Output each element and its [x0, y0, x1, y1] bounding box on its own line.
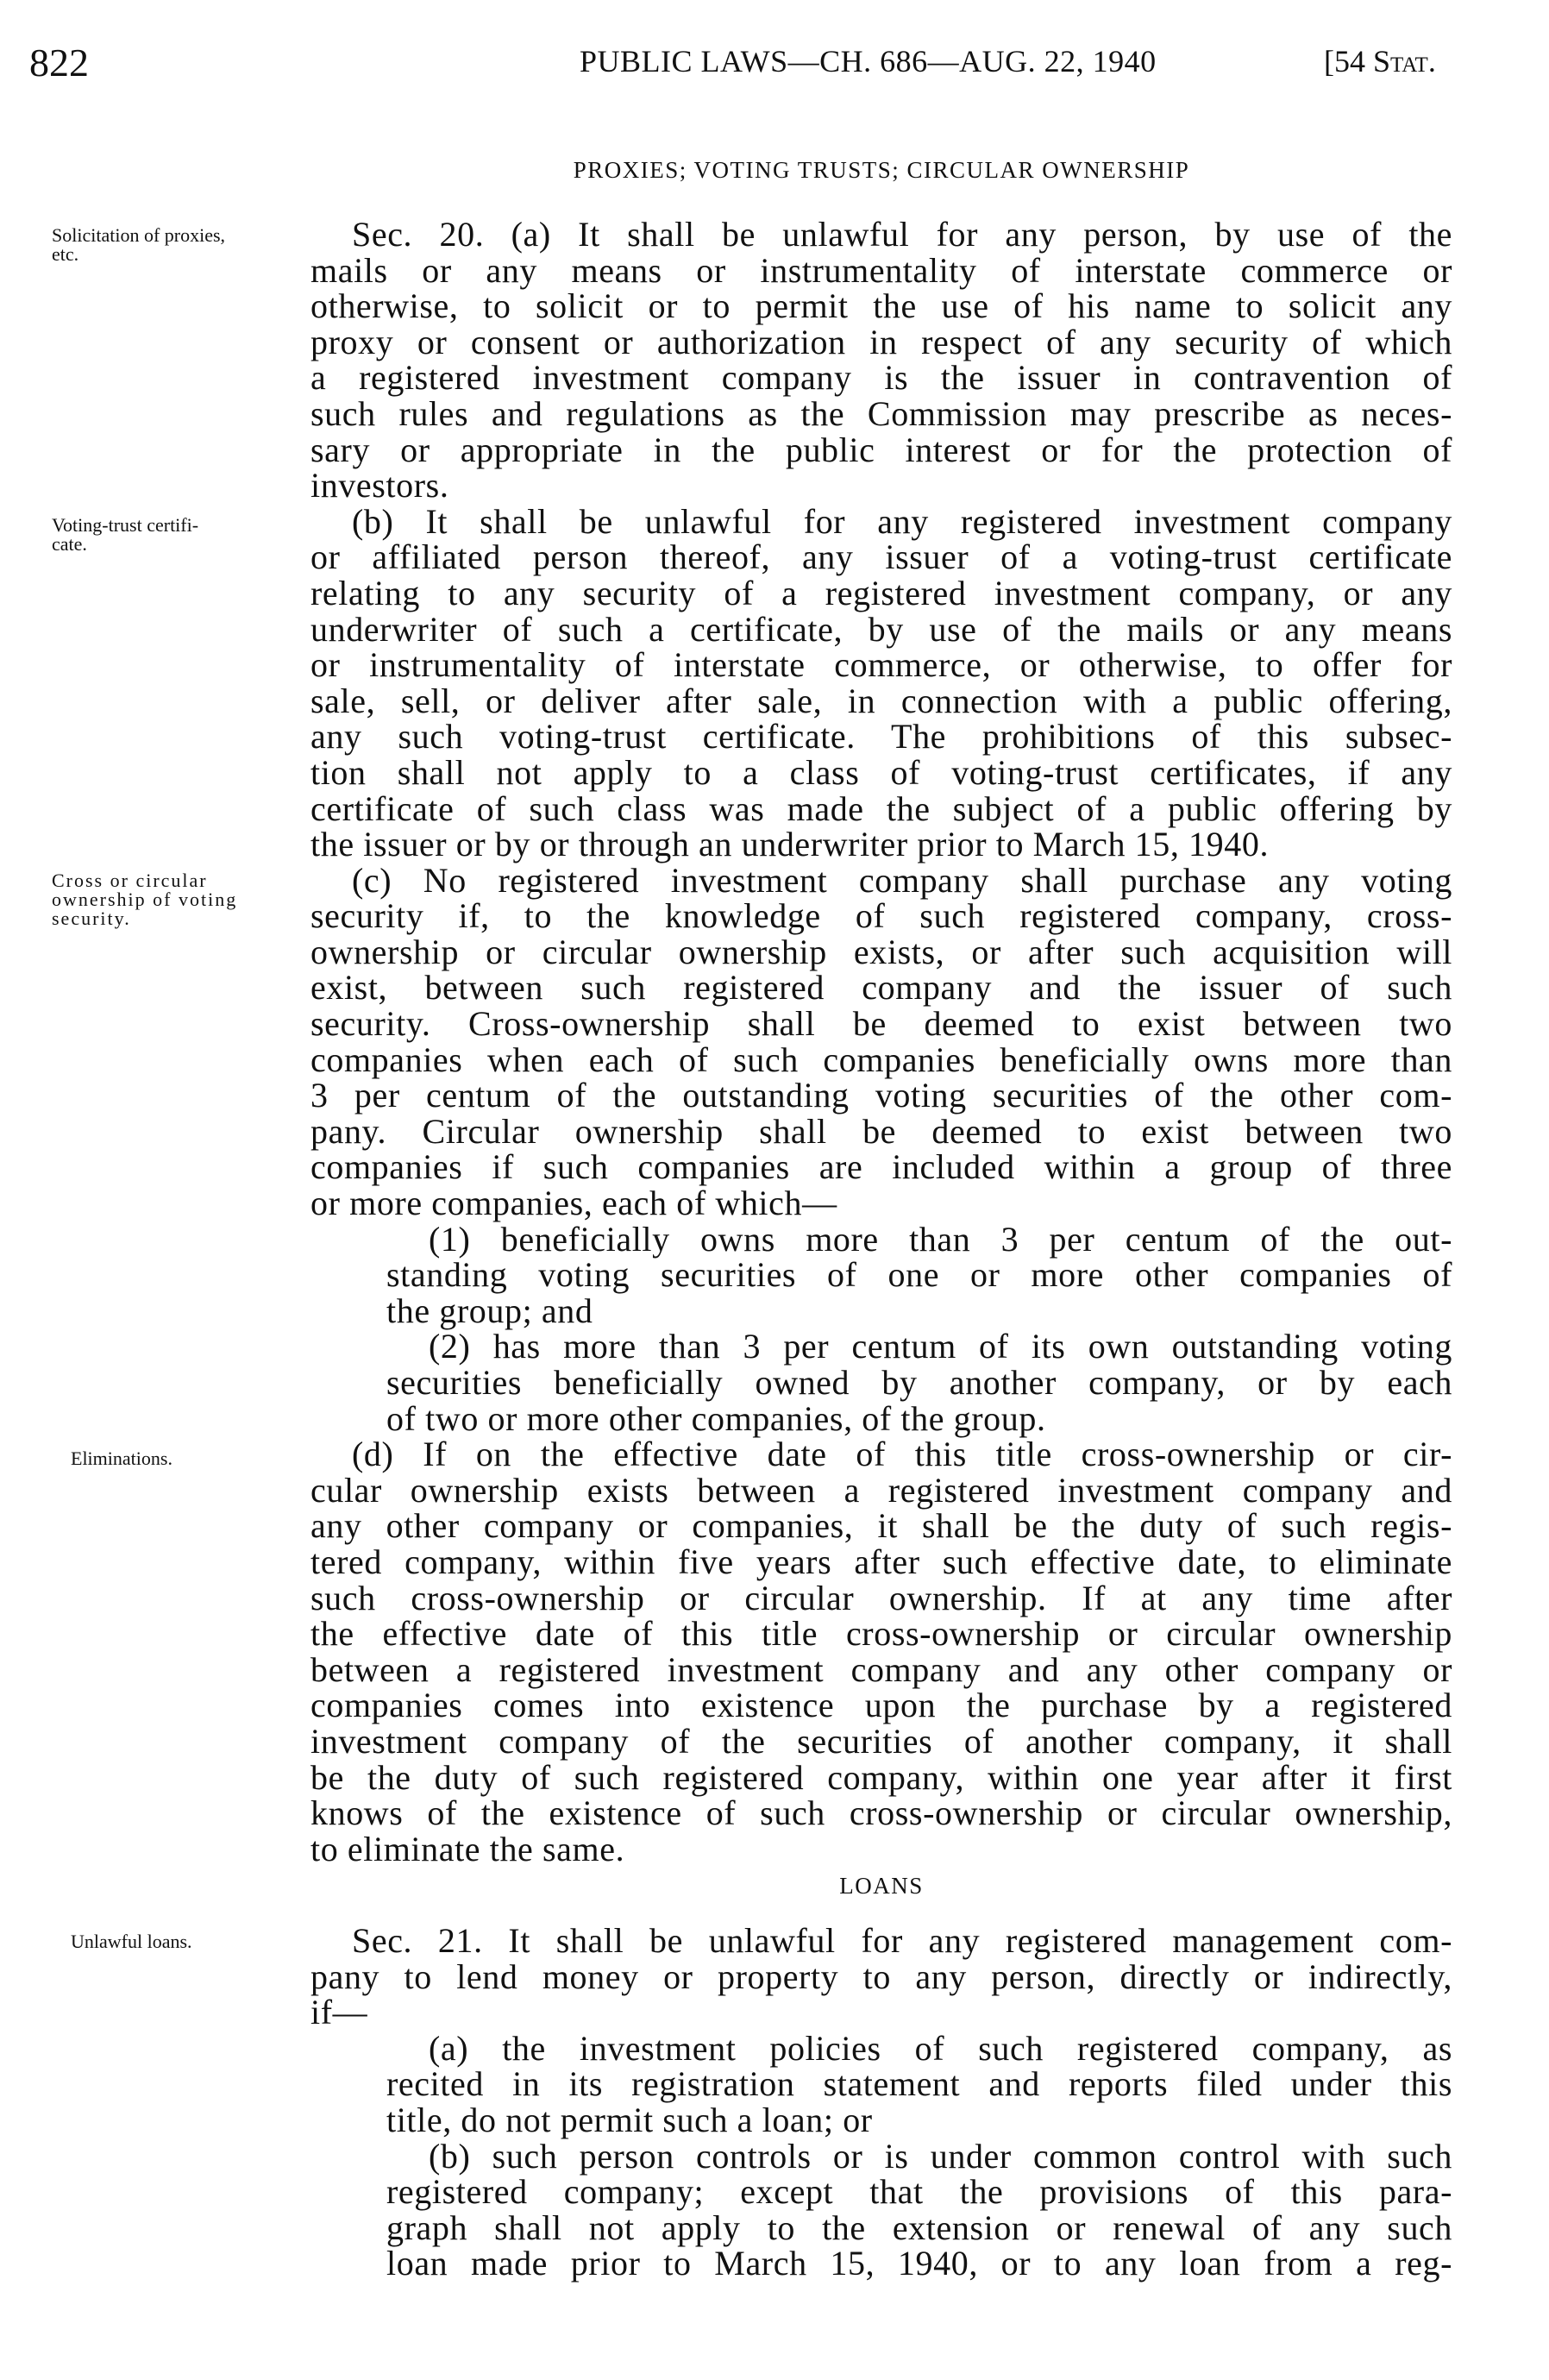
text-line: the group; and — [386, 1290, 593, 1330]
text-line: or more companies, each of which— — [310, 1184, 837, 1223]
text-line: sale, sell, or deliver after sale, in connection with a public offering, — [310, 681, 1452, 720]
text-line: tion shall not apply to a class of voting-trust certificates, if any — [310, 752, 1452, 792]
text-line: companies if such companies are included within a group of three — [310, 1147, 1452, 1187]
margin-note-line: Unlawful loans. — [71, 1931, 192, 1952]
text-line: 3 per centum of the outstanding voting securities of the other com- — [310, 1076, 1452, 1115]
margin-note-line: cate. — [52, 533, 87, 555]
margin-note-line: Voting-trust certifi- — [52, 514, 199, 536]
paragraph — [310, 217, 1452, 504]
margin-note-line: ownership of voting — [52, 889, 238, 910]
text-line: sary or appropriate in the public interest or for the protection of — [310, 430, 1452, 469]
text-line: proxy or consent or authorization in respect of any security of which — [310, 322, 1452, 361]
text-line: such rules and regulations as the Commission may prescribe as neces- — [310, 393, 1452, 433]
paragraph — [310, 860, 1452, 1223]
text-line: or affiliated person thereof, any issuer of a voting-trust certificate — [310, 537, 1452, 577]
text-line: ownership or circular ownership exists, or after such acquisition will — [310, 932, 1452, 971]
text-line: relating to any security of a registered investment company, or any — [310, 573, 1452, 612]
text-line: (2) has more than 3 per centum of its own outstanding voting — [429, 1327, 1452, 1366]
margin-note-voting-trust — [52, 516, 285, 554]
section-21-text — [310, 1923, 1452, 2282]
text-line: Sec. 21. It shall be unlawful for any registered management com- — [352, 1921, 1452, 1960]
text-line: standing voting securities of one or more other companies of — [386, 1255, 1452, 1295]
margin-note-line: Eliminations. — [71, 1447, 172, 1469]
margin-note-eliminations — [71, 1449, 304, 1468]
text-line: investors. — [310, 466, 449, 506]
text-line: of two or more other companies, of the group. — [386, 1398, 1046, 1438]
text-line: (1) beneficially owns more than 3 per centum of the out- — [429, 1219, 1452, 1259]
subparagraph — [310, 1221, 1452, 1329]
section-20-text — [310, 217, 1452, 1867]
paragraph — [310, 501, 1452, 864]
text-line: recited in its registration statement and reports filed under this — [386, 2064, 1452, 2104]
text-line: (b) such person controls or is under common control with such — [429, 2136, 1452, 2176]
margin-note-unlawful-loans — [71, 1932, 304, 1951]
paragraph — [310, 1436, 1452, 1867]
text-line: cular ownership exists between a registered investment company and — [310, 1470, 1452, 1510]
text-line: or instrumentality of interstate commerce, or otherwise, to offer for — [310, 645, 1452, 685]
section-heading-proxies: PROXIES; VOTING TRUSTS; CIRCULAR OWNERSHIP — [573, 157, 1190, 183]
text-line: any such voting-trust certificate. The prohibitions of this subsec- — [310, 717, 1452, 757]
subparagraph — [310, 1328, 1452, 1436]
margin-note-solicitation — [52, 226, 285, 264]
text-line: knows of the existence of such cross-ownership or circular ownership, — [310, 1793, 1452, 1833]
page-number: 822 — [29, 41, 89, 85]
margin-note-line: security. — [52, 907, 131, 929]
text-line: such cross-ownership or circular ownership. If at any time after — [310, 1578, 1452, 1617]
margin-note-line: Cross or circular — [52, 870, 208, 891]
text-line: a registered investment company is the issuer in contravention of — [310, 358, 1452, 398]
text-line: security. Cross-ownership shall be deemed to exist between two — [310, 1004, 1452, 1044]
text-line: pany to lend money or property to any person, directly or indirectly, — [310, 1956, 1452, 1996]
text-line: companies when each of such companies beneficially owns more than — [310, 1039, 1452, 1079]
text-line: pany. Circular ownership shall be deemed to exist between two — [310, 1111, 1452, 1151]
text-line: if— — [310, 1993, 368, 2032]
subparagraph — [310, 2028, 1452, 2139]
running-head: PUBLIC LAWS—CH. 686—AUG. 22, 1940 — [580, 44, 1157, 78]
text-line: investment company of the securities of another company, it shall — [310, 1721, 1452, 1761]
text-line: (a) the investment policies of such registered company, as — [429, 2028, 1452, 2068]
paragraph — [310, 1923, 1452, 2031]
text-line: between a registered investment company and any other company or — [310, 1649, 1452, 1689]
statute-reference: [54 Stat. — [1324, 44, 1436, 78]
text-line: tered company, within five years after such effective date, to eliminate — [310, 1542, 1452, 1581]
text-line: to eliminate the same. — [310, 1829, 625, 1868]
text-line: title, do not permit such a loan; or — [386, 2100, 873, 2139]
text-line: (b) It shall be unlawful for any registered investment company — [352, 501, 1452, 541]
text-line: certificate of such class was made the subject of a public offering by — [310, 788, 1452, 828]
subparagraph — [310, 2138, 1452, 2282]
margin-note-line: etc. — [52, 243, 79, 265]
text-line: otherwise, to solicit or to permit the use of his name to solicit any — [310, 286, 1452, 326]
text-line: securities beneficially owned by another company, or by each — [386, 1363, 1452, 1402]
text-line: registered company; except that the provisions of this para- — [386, 2172, 1452, 2212]
text-line: loan made prior to March 15, 1940, or to any loan from a reg- — [386, 2244, 1452, 2283]
text-line: Sec. 20. (a) It shall be unlawful for any person, by use of the — [352, 215, 1452, 254]
text-line: (d) If on the effective date of this title cross-ownership or cir- — [352, 1435, 1452, 1474]
text-line: the effective date of this title cross-ownership or circular ownership — [310, 1614, 1452, 1654]
margin-note-line: Solicitation of proxies, — [52, 224, 226, 246]
text-line: be the duty of such registered company, within one year after it first — [310, 1757, 1452, 1797]
text-line: security if, to the knowledge of such registered company, cross- — [310, 896, 1452, 936]
text-line: companies comes into existence upon the purchase by a registered — [310, 1686, 1452, 1725]
text-line: exist, between such registered company and the issuer of such — [310, 968, 1452, 1008]
text-line: mails or any means or instrumentality of interstate commerce or — [310, 250, 1452, 290]
text-line: (c) No registered investment company shall purchase any voting — [352, 860, 1452, 900]
margin-note-cross-ownership — [52, 871, 285, 928]
text-line: graph shall not apply to the extension or renewal of any such — [386, 2207, 1452, 2247]
text-line: underwriter of such a certificate, by use of the mails or any means — [310, 609, 1452, 649]
text-line: any other company or companies, it shall be the duty of such regis- — [310, 1506, 1452, 1546]
text-line: the issuer or by or through an underwriter prior to March 15, 1940. — [310, 825, 1270, 864]
section-heading-loans: LOANS — [839, 1873, 924, 1899]
